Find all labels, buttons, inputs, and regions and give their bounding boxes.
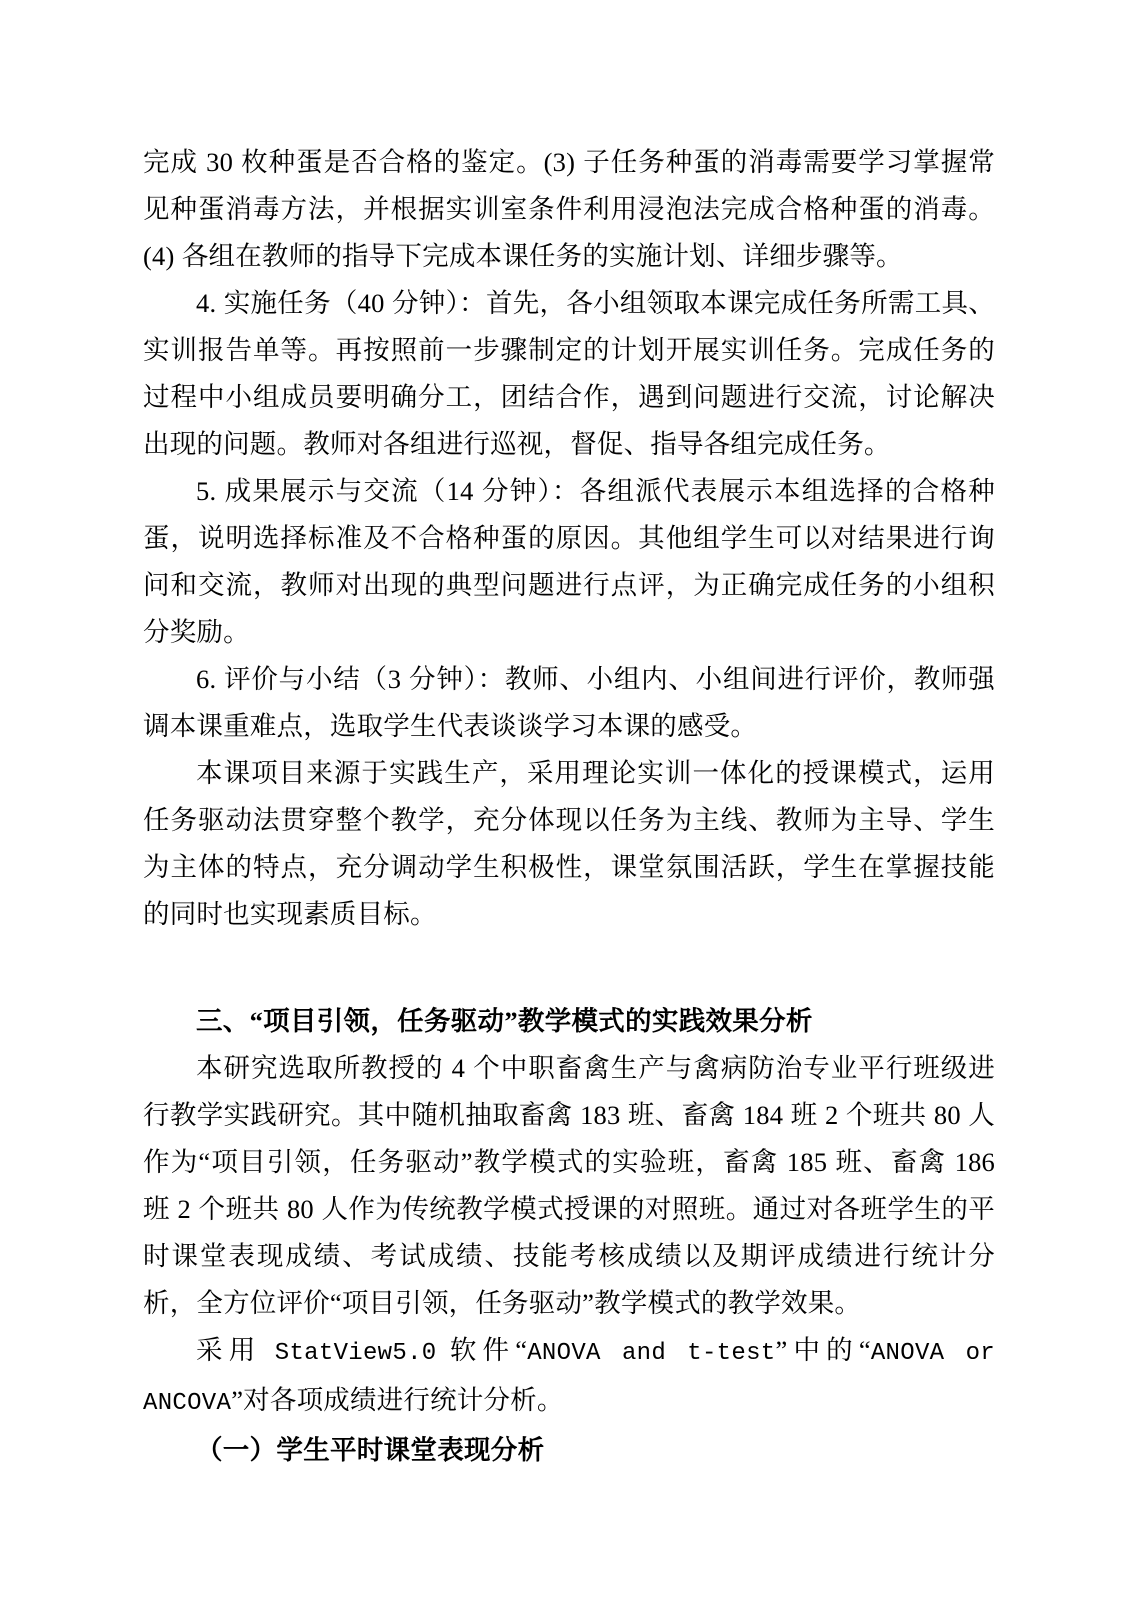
statistics-lead-in: 采用	[196, 1335, 275, 1365]
paragraph-statistical-method	[143, 1327, 995, 1427]
software-name: StatView5.0	[274, 1340, 437, 1367]
paragraph-step-4: 4. 实施任务（40 分钟）：首先，各小组领取本课完成任务所需工具、实训报告单等。再按照前一步骤制定的计划开展实训任务。完成任务的过程中小组成员要明确分工，团结合作，遇到问题进行交流，讨论解决出现的问题。教师对各组进行巡视，督促、指导各组完成任务。	[143, 288, 995, 459]
method-name-anova-ancova: ANOVA or ANCOVA	[143, 1340, 995, 1417]
method-name-anova-ttest: ANOVA and t-test	[527, 1340, 776, 1367]
statistics-middle-2: ”中的“	[775, 1335, 871, 1365]
paragraph-step-6: 6. 评价与小结（3 分钟）：教师、小组内、小组间进行评价，教师强调本课重难点，选取学生代表谈谈学习本课的感受。	[143, 664, 995, 741]
text-column	[143, 139, 995, 1474]
paragraph-lesson-summary: 本课项目来源于实践生产，采用理论实训一体化的授课模式，运用任务驱动法贯穿整个教学，充分体现以任务为主线、教师为主导、学生为主体的特点，充分调动学生积极性，课堂氛围活跃，学生在掌握技能的同时也实现素质目标。	[143, 758, 995, 929]
section-spacer	[143, 938, 995, 998]
paragraph-continuation: 完成 30 枚种蛋是否合格的鉴定。(3) 子任务种蛋的消毒需要学习掌握常见种蛋消毒方法，并根据实训室条件利用浸泡法完成合格种蛋的消毒。(4) 各组在教师的指导下完成本课任务的实施计划、详细步骤等。	[143, 147, 995, 271]
paragraph-step-5: 5. 成果展示与交流（14 分钟）：各组派代表展示本组选择的合格种蛋，说明选择标准及不合格种蛋的原因。其他组学生可以对结果进行询问和交流，教师对出现的典型问题进行点评，为正确完成任务的小组积分奖励。	[143, 476, 995, 647]
statistics-middle-1: 软件“	[436, 1335, 528, 1365]
statistics-tail: ”对各项成绩进行统计分析。	[231, 1385, 564, 1415]
paragraph-research-design: 本研究选取所教授的 4 个中职畜禽生产与禽病防治专业平行班级进行教学实践研究。其中随机抽取畜禽 183 班、畜禽 184 班 2 个班共 80 人作为“项目引领，任务驱动”教学模式的实验班，畜禽 185 班、畜禽 186 班 2 个班共 80 人作为传统教学模式授课的对照班。通过对各班学生的平时课堂表现成绩、考试成绩、技能考核成绩以及期评成绩进行统计分析，全方位评价“项目引领，任务驱动”教学模式的教学效果。	[143, 1053, 995, 1318]
subsection-heading-one: （一）学生平时课堂表现分析	[196, 1435, 545, 1465]
section-heading-three: 三、“项目引领，任务驱动”教学模式的实践效果分析	[196, 1006, 813, 1036]
